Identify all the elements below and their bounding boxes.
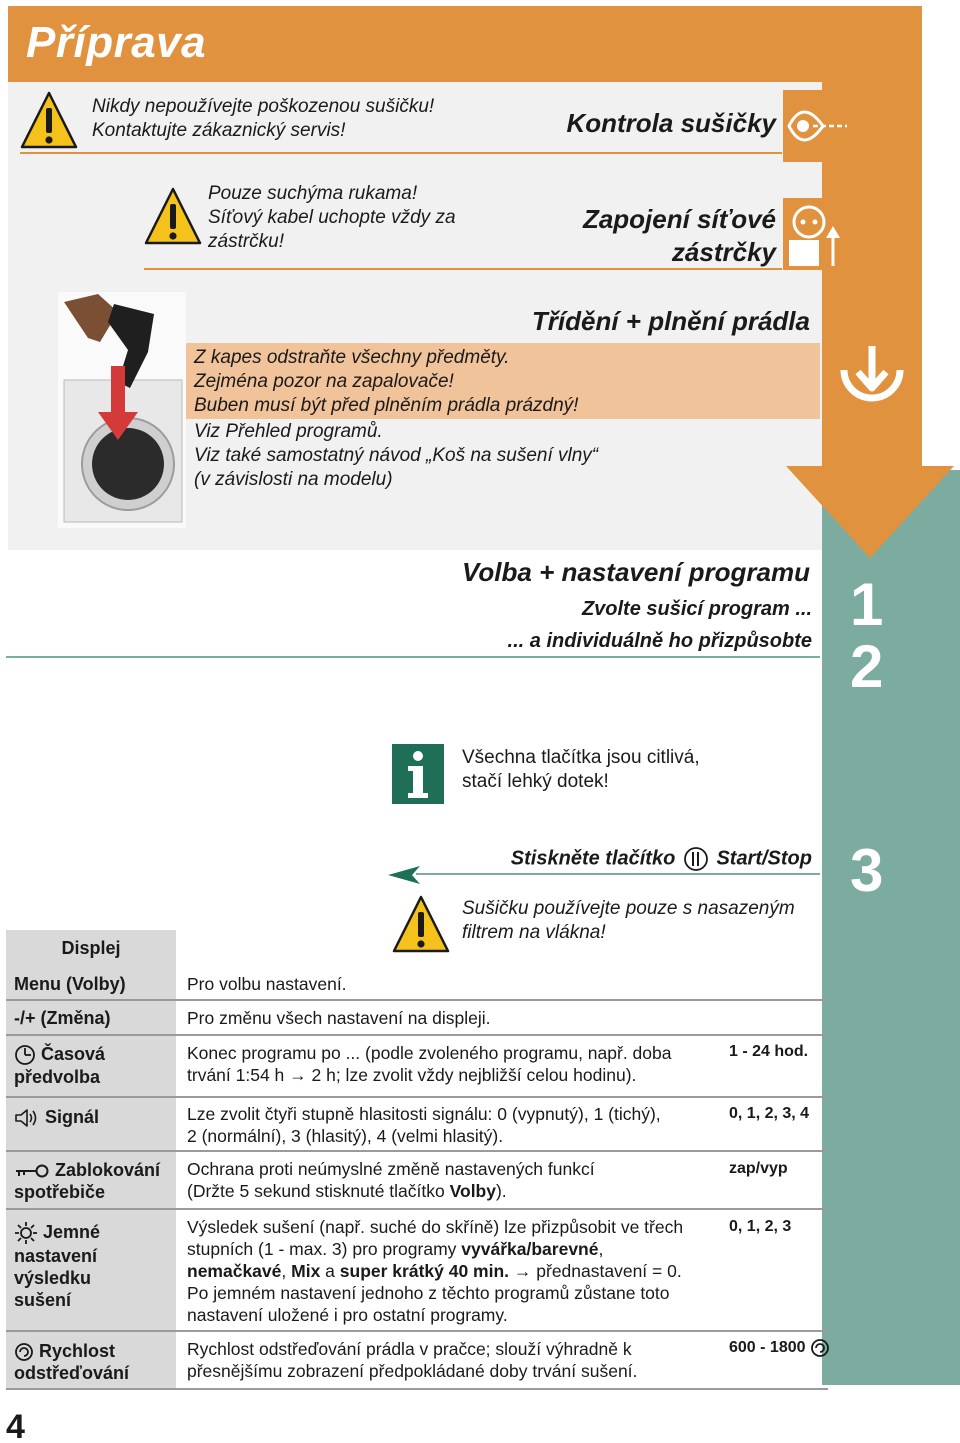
sun-fine-tune-icon: [14, 1221, 38, 1245]
page-title: Příprava: [26, 18, 207, 67]
row-label: Zablokování: [55, 1160, 161, 1180]
row-desc: Lze zvolit čtyři stupně hlasitosti signálu: 0 (vypnutý), 1 (tichý), 2 (normální), 3 (hlasitý), 4 (velmi hlasitý).: [187, 1104, 661, 1146]
warning-icon: [392, 894, 450, 954]
speaker-icon: [14, 1107, 40, 1129]
divider: [20, 152, 782, 154]
sort-instructions: Z kapes odstraňte všechny předměty. Zejména pozor na zapalovače! Buben musí být před plněním prádla prázdný! Viz Přehled programů. Viz také samostatný návod „Koš na sušení vlny“ (v závislosti na modelu): [194, 347, 599, 490]
row-desc: Pro volbu nastavení.: [187, 974, 347, 994]
clock-icon: [14, 1044, 36, 1066]
start-instruction: Stiskněte tlačítko Start/Stop: [430, 846, 812, 872]
section-plug-title: Zapojení síťové zástrčky: [582, 204, 776, 267]
row-label: odstřeďování: [14, 1363, 129, 1384]
row-value: 0, 1, 2, 3: [729, 1218, 792, 1235]
program-adjust-text: ... a individuálně ho přizpůsobte: [507, 630, 812, 652]
program-select-text: Zvolte sušicí program ...: [581, 598, 812, 620]
row-label: Menu (Volby): [14, 974, 126, 994]
table-row: [6, 1098, 176, 1150]
load-drum-icon: [838, 346, 906, 418]
table-header: Displej: [61, 938, 121, 958]
row-label: výsledku: [14, 1268, 92, 1289]
table-row: [6, 1001, 176, 1034]
divider: [6, 656, 820, 658]
flow-arrow-down-icon: [780, 462, 960, 562]
row-value: 600 - 1800: [729, 1338, 830, 1358]
spin-speed-icon: [14, 1342, 34, 1362]
table-row: [6, 1152, 176, 1208]
step-number-2: 2: [850, 633, 884, 700]
row-desc: Výsledek sušení (např. suché do skříně) lze přizpůsobit ve třech stupních (1 - max. 3) pro programy vyvářka/barevné, nemačkavé, Mix a super krátký 40 min. → přednastavení = 0. Po jemném nastavení jednoho z těchto programů zůstane toto nastavení uložené i pro ostatní programy.: [187, 1217, 684, 1325]
filter-warning-text: Sušičku používejte pouze s nasazeným filtrem na vlákna!: [462, 898, 795, 943]
row-label: Signál: [45, 1107, 100, 1127]
row-desc: Konec programu po ... (podle zvoleného programu, např. doba trvání 1:54 h → 2 h; lze zvolit vždy nejbližší celou hodinu).: [187, 1043, 672, 1085]
row-value: zap/vyp: [729, 1160, 788, 1177]
start-stop-button-icon: [683, 846, 709, 872]
section-program-title: Volba + nastavení programu: [462, 557, 810, 587]
info-text: Všechna tlačítka jsou citlivá, stačí lehký dotek!: [462, 747, 700, 792]
warning-icon: [144, 186, 202, 246]
spin-speed-icon: [810, 1338, 830, 1358]
table-row: [6, 1036, 176, 1096]
section-sort-title: Třídění + plnění prádla: [531, 306, 810, 336]
row-label: -/+ (Změna): [14, 1008, 111, 1028]
step-number-1: 1: [850, 571, 884, 638]
row-value: 0, 1, 2, 3, 4: [729, 1105, 810, 1122]
table-row: [6, 1210, 176, 1330]
row-label: spotřebiče: [14, 1182, 106, 1202]
table-row: [6, 968, 176, 1000]
row-desc: Pro změnu všech nastavení na displeji.: [187, 1008, 491, 1028]
laundry-loading-illustration: [58, 292, 186, 528]
step-number-3: 3: [850, 837, 884, 904]
divider: [6, 1388, 828, 1390]
warning-damaged-text: Nikdy nepoužívejte poškozenou sušičku! Kontaktujte zákaznický servis!: [92, 96, 435, 141]
eye-inspect-icon: [783, 90, 847, 162]
key-lock-icon: [14, 1163, 50, 1179]
row-label: Rychlost: [39, 1341, 116, 1361]
table-row: [6, 1332, 176, 1388]
divider: [416, 873, 820, 875]
teal-flow-strip: [822, 470, 960, 1385]
row-label: nastavení: [14, 1246, 98, 1267]
header-bar: [8, 6, 922, 82]
info-icon: [392, 744, 444, 804]
row-label: Časová: [41, 1044, 106, 1064]
table-header-cell: [6, 930, 176, 968]
section-check-title: Kontrola sušičky: [566, 108, 776, 138]
row-label: předvolba: [14, 1067, 101, 1088]
row-desc: Rychlost odstřeďování prádla v pračce; slouží výhradně k přesnějšímu zobrazení předpokládané doby trvání sušení.: [187, 1339, 638, 1381]
warning-icon: [20, 90, 78, 150]
warning-dry-hands-text: Pouze suchýma rukama! Síťový kabel uchopte vždy za zástrčku!: [208, 183, 456, 252]
arrow-left-icon: [386, 864, 422, 886]
row-label: Jemné: [43, 1222, 101, 1242]
row-value: 1 - 24 hod.: [729, 1043, 809, 1060]
row-label: sušení: [14, 1290, 72, 1311]
divider: [144, 268, 782, 270]
page-number: 4: [6, 1408, 25, 1443]
row-desc: Ochrana proti neúmyslné změně nastavených funkcí (Držte 5 sekund stisknuté tlačítko Volby).: [187, 1159, 595, 1201]
power-plug-icon: [783, 198, 847, 270]
